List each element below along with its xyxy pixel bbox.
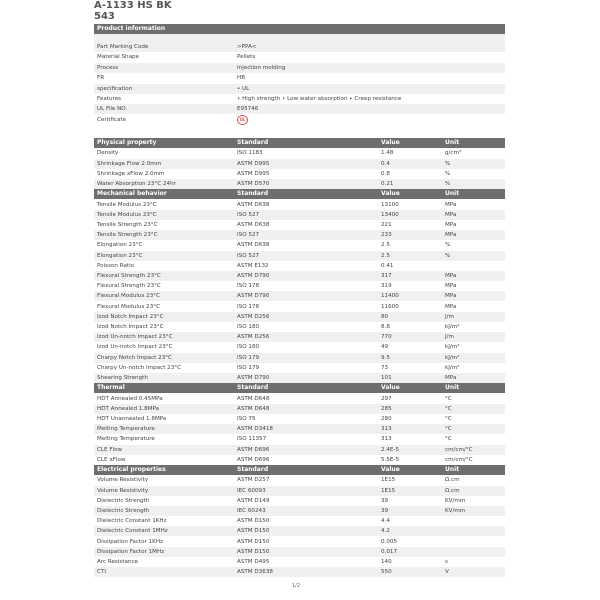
property-value: 11400 [381,293,399,300]
property-value: 2.5 [381,242,390,249]
ul-certificate-icon: UL [237,115,248,125]
product-info-row [94,52,505,62]
property-value: 101 [381,375,392,381]
property-unit: V [445,569,449,576]
property-row [94,210,505,220]
property-row [94,424,505,434]
section-header-cell: Standard [237,384,269,392]
property-value: 5.5E-5 [381,456,400,463]
product-info-value: • High strength • Low water absorption • Creep resistance [237,96,402,102]
section-header [94,138,505,148]
product-info-label: FR [97,75,105,82]
property-standard: ASTM D638 [237,242,270,249]
property-unit: °C [445,426,452,433]
property-name: Melting Temperature [97,436,155,443]
property-name: Shrinkage xFlow 2.0mm [97,170,165,177]
property-unit: g/cm³ [445,150,462,157]
property-name: Tensile Strength 23°C [97,232,158,239]
property-unit: °C [445,405,452,412]
property-row [94,486,505,496]
property-standard: ISO 180 [237,324,260,330]
property-standard: ASTM D696 [237,446,270,453]
product-info-label: Part Marking Code [97,44,149,50]
property-standard: ASTM D3418 [237,426,273,433]
property-row [94,148,505,158]
property-row [94,179,505,189]
property-value: 2.4E-5 [381,446,400,453]
property-standard: ASTM D150 [237,528,270,535]
property-standard: ASTM D256 [237,334,270,341]
property-row [94,496,505,506]
property-value: 0.8 [381,170,390,177]
property-unit: MPa [445,303,457,310]
property-standard: ASTM D495 [237,559,270,565]
property-unit: Ω.cm [445,487,460,494]
property-standard: ISO 527 [237,252,260,259]
section-header [94,189,505,199]
property-value: 11600 [381,303,399,310]
property-name: Flexural Modulus 23°C [97,293,160,300]
spacer-row [94,34,505,42]
property-row [94,159,505,169]
product-info-value: HB [237,75,246,82]
property-row [94,240,505,250]
property-value: 73 [381,364,389,371]
property-standard: IEC 60243 [237,508,266,514]
property-value: 0.005 [381,538,398,545]
section-header-cell: Mechanical behavior [97,190,167,198]
product-info-label: UL File NO. [97,106,128,113]
property-row [94,373,505,383]
product-info-row [94,84,505,94]
property-row [94,200,505,210]
section-header-cell: Physical property [97,139,157,146]
section-header-cell: Standard [237,466,269,473]
property-value: 39 [381,508,389,514]
property-name: Shrinkage Flow 2.0mm [97,160,162,167]
product-code-title: A-1133 HS BK [94,0,172,11]
property-name: Density [97,150,119,157]
property-row [94,445,505,455]
property-row [94,261,505,271]
property-name: Dielectric Constant 1MHz [97,528,168,535]
section-header-cell: Unit [445,384,460,392]
property-name: Izod Notch Impact 23°C [97,313,164,320]
property-unit: % [445,252,451,259]
property-value: 80 [381,313,389,320]
property-unit: MPa [445,273,457,279]
section-header [94,383,505,393]
property-name: Shearing Strength [97,375,148,381]
property-row [94,271,505,281]
property-row [94,353,505,363]
property-name: Flexural Modulus 23°C [97,303,160,310]
property-standard: ASTM D3638 [237,569,273,576]
property-value: 1E15 [381,477,396,484]
property-unit: cm/cm/°C [445,446,473,453]
property-row [94,322,505,332]
section-header-cell: Unit [445,466,460,473]
property-value: 285 [381,405,392,412]
property-unit: % [445,242,451,249]
property-value: 770 [381,334,392,341]
property-row [94,475,505,485]
property-row [94,230,505,240]
property-name: Tensile Modulus 23°C [97,211,157,218]
property-row [94,281,505,291]
property-row [94,169,505,179]
property-standard: ISO 180 [237,344,260,351]
property-name: Charpy Notch Impact 23°C [97,354,172,361]
property-name: Dissipation Factor 1KHz [97,538,163,545]
property-unit: J/m [445,334,454,341]
property-standard: ASTM D256 [237,313,270,320]
property-unit: MPa [445,232,457,239]
property-value: 13400 [381,211,399,218]
property-standard: ASTM D995 [237,160,270,167]
property-value: 280 [381,416,392,422]
property-unit: °C [445,416,452,422]
property-unit: KV/mm [445,508,466,514]
section-header-cell: Unit [445,139,460,146]
product-info-label: Process [97,64,119,71]
property-unit: MPa [445,293,457,300]
section-header-label: Product information [97,25,166,32]
property-name: Dielectric Strength [97,508,150,514]
property-value: 4.4 [381,518,390,525]
product-info-row [94,115,505,125]
product-info-value: E95746 [237,106,259,113]
property-row [94,404,505,414]
property-row [94,342,505,352]
property-unit: kJ/m² [445,364,460,371]
property-name: HDT Annealed 0.45MPa [97,395,163,402]
property-value: 0.4 [381,160,390,167]
property-standard: ISO 178 [237,283,260,290]
property-name: Volume Resistivity [97,487,149,494]
property-standard: IEC 60093 [237,487,266,494]
product-info-row [94,42,505,52]
property-standard: ASTM D790 [237,293,270,300]
property-standard: ASTM D648 [237,395,270,402]
property-standard: ISO 527 [237,211,260,218]
property-unit: °C [445,395,452,402]
property-value: 4.2 [381,528,390,535]
property-unit: Ω.cm [445,477,460,484]
property-unit: MPa [445,375,457,381]
property-row [94,455,505,465]
property-unit: % [445,160,451,167]
property-name: Melting Temperature [97,426,155,433]
property-value: 8.8 [381,324,390,330]
property-unit: kJ/m² [445,344,460,351]
property-standard: ASTM D790 [237,273,270,279]
property-row [94,506,505,516]
property-unit: MPa [445,283,457,290]
property-standard: ISO 75 [237,416,256,422]
property-unit: s [445,559,448,565]
property-standard: ASTM E132 [237,262,269,269]
product-info-value: Pellets [237,54,256,61]
property-value: 317 [381,273,392,279]
property-value: 313 [381,436,392,443]
section-header-cell: Value [381,139,400,146]
property-name: Flexural Strength 23°C [97,283,161,290]
section-header-cell: Thermal [97,384,125,392]
property-standard: ASTM D638 [237,222,270,228]
property-name: HDT Unannealed 1.8MPa [97,416,167,422]
property-unit: MPa [445,222,457,228]
property-value: 140 [381,559,392,565]
property-name: CLE xFlow [97,456,126,463]
property-unit: J/m [445,313,454,320]
product-info-label: Certificate [97,116,127,123]
property-standard: ASTM D149 [237,497,270,504]
property-row [94,414,505,424]
section-header-product-information [94,24,505,34]
property-row [94,363,505,373]
property-row [94,302,505,312]
property-value: 297 [381,395,392,402]
property-name: Dielectric Constant 1KHz [97,518,167,525]
property-row [94,220,505,230]
section-header-cell: Value [381,466,400,473]
property-row [94,547,505,557]
property-name: Flexural Strength 23°C [97,273,161,279]
product-info-value: >PPA< [237,44,257,50]
property-unit: KV/mm [445,497,466,504]
property-value: 9.5 [381,354,390,361]
property-value: 1E15 [381,487,396,494]
property-value: 313 [381,426,392,433]
property-row [94,332,505,342]
property-value: 49 [381,344,389,351]
property-row [94,312,505,322]
property-value: 13100 [381,201,399,208]
property-name: Water Absorption 23°C 24hr [97,181,176,187]
property-name: Izod Notch Impact 23°C [97,324,164,330]
property-standard: ASTM D790 [237,375,270,381]
property-unit: % [445,181,451,187]
product-info-label: specification [97,85,133,92]
product-info-row [94,63,505,73]
product-info-row [94,94,505,104]
section-header-cell: Value [381,190,400,198]
property-value: 319 [381,283,392,290]
property-standard: ASTM D150 [237,518,270,525]
property-name: Dielectric Strength [97,497,150,504]
property-standard: ASTM D150 [237,548,270,555]
property-name: Charpy Un-notch Impact 23°C [97,364,181,371]
property-unit: cm/cm/°C [445,456,473,463]
section-header-cell: Standard [237,139,269,146]
property-row [94,291,505,301]
product-info-label: Material Shape [97,54,140,61]
property-name: HDT Annealed 1.8MPa [97,405,160,412]
section-header-cell: Standard [237,190,269,198]
property-name: Dissipation Factor 1MHz [97,548,165,555]
property-name: CTI [97,569,106,576]
property-value: 0.017 [381,548,398,555]
property-row [94,516,505,526]
property-unit: MPa [445,201,457,208]
property-unit: kJ/m² [445,324,460,330]
property-standard: ISO 178 [237,303,260,310]
property-standard: ASTM D995 [237,170,270,177]
property-standard: ISO 179 [237,364,260,371]
property-standard: ASTM D648 [237,405,270,412]
property-standard: ASTM D570 [237,181,270,187]
property-value: 2.5 [381,252,390,259]
page-number: 1/2 [292,583,301,589]
product-info-value: • UL [237,85,250,92]
property-name: Arc Resistance [97,559,138,565]
property-standard: ISO 1183 [237,150,263,157]
property-standard: ASTM D257 [237,477,270,484]
property-row [94,394,505,404]
property-value: 550 [381,569,392,576]
section-header-cell: Unit [445,190,460,198]
property-row [94,434,505,444]
property-value: 221 [381,222,392,228]
section-header-cell: Electrical properties [97,466,166,473]
product-info-row [94,73,505,83]
property-unit: °C [445,436,452,443]
property-name: Elongation 23°C [97,242,143,249]
property-value: 1.48 [381,150,394,157]
property-value: 0.41 [381,262,394,269]
property-unit: kJ/m² [445,354,460,361]
property-name: Izod Un-notch Impact 23°C [97,334,173,341]
property-standard: ISO 527 [237,232,260,239]
section-header [94,465,505,475]
property-standard: ASTM D638 [237,201,270,208]
product-info-label: Features [97,96,122,102]
property-value: 39 [381,497,389,504]
property-name: Elongation 23°C [97,252,143,259]
product-info-row [94,104,505,114]
product-info-value: Injection molding [237,64,286,71]
property-name: Volume Resistivity [97,477,149,484]
property-name: Poisson Ratio [97,262,135,269]
property-value: 233 [381,232,392,239]
property-row [94,251,505,261]
section-header-cell: Value [381,384,400,392]
property-row [94,537,505,547]
property-standard: ISO 179 [237,354,260,361]
property-value: 0.21 [381,181,394,187]
product-code-subtitle: 543 [94,11,115,22]
property-standard: ISO 11357 [237,436,267,443]
property-standard: ASTM D150 [237,538,270,545]
property-name: CLE Flow [97,446,123,453]
property-name: Tensile Strength 23°C [97,222,158,228]
property-name: Tensile Modulus 23°C [97,201,157,208]
property-row [94,567,505,577]
property-row [94,526,505,536]
property-row [94,557,505,567]
property-unit: MPa [445,211,457,218]
property-name: Izod Un-notch Impact 23°C [97,344,173,351]
property-unit: % [445,170,451,177]
property-standard: ASTM D696 [237,456,270,463]
